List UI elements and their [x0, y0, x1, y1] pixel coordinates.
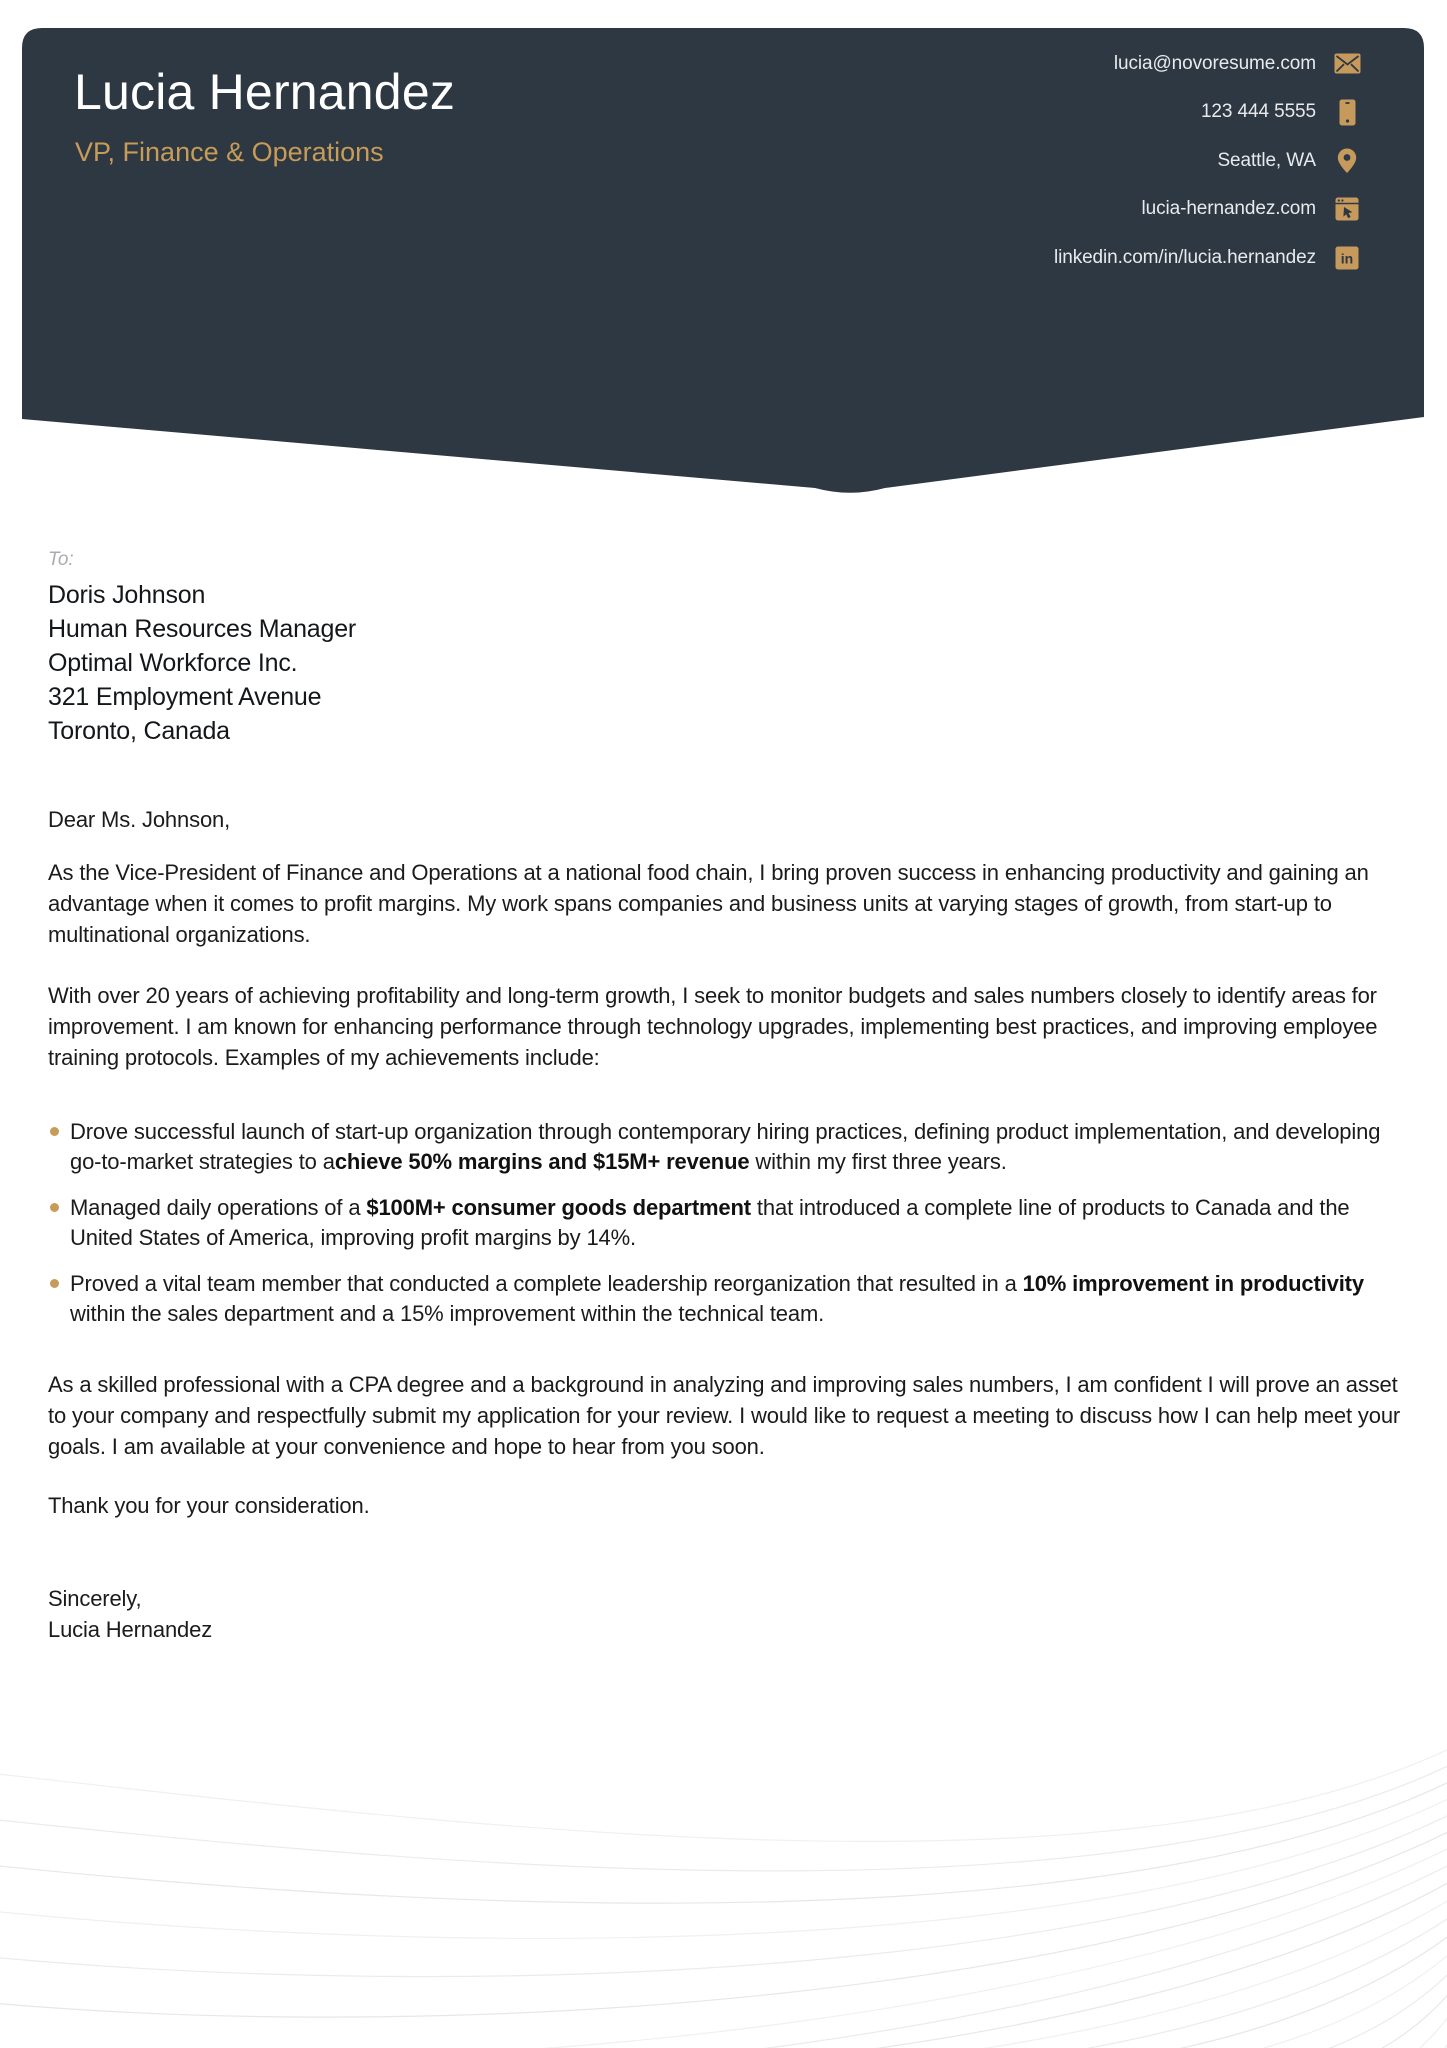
svg-text:in: in: [1340, 250, 1354, 266]
contact-label: lucia@novoresume.com: [1113, 52, 1316, 74]
contact-label: lucia-hernandez.com: [1141, 198, 1316, 219]
paragraph: Thank you for your consideration.: [48, 1493, 370, 1518]
closing-paragraphs: [48, 1369, 1401, 1521]
contact-label: 123 444 5555: [1200, 101, 1316, 122]
body-paragraphs: [48, 857, 1401, 1073]
signoff-line: Lucia Hernandez: [48, 1617, 213, 1642]
paragraph: As a skilled professional with a CPA degree and a background in analyzing and improving sales numbers, I am confident I will prove an asset to your company and respectfully submit my application for your review. I would like to request a meeting to discuss how I can help meet your goals. I am available at your convenience and hope to hear from you soon.: [48, 1372, 1401, 1459]
signoff-line: Sincerely,: [48, 1586, 142, 1611]
recipient-line: Optimal Workforce Inc.: [48, 649, 298, 677]
wave-decoration: [0, 1740, 1447, 2048]
job-title: VP, Finance & Operations: [75, 137, 384, 167]
contact-label: Seattle, WA: [1217, 149, 1316, 171]
achievement-item: Proved a vital team member that conducted a complete leadership reorganization that resulted in a 10% improvement in productivity within the sales department and a 15% improvement within the technical team.: [48, 1269, 1401, 1329]
contact-label: linkedin.com/in/lucia.hernandez: [1053, 246, 1316, 268]
recipient-line: Doris Johnson: [48, 581, 206, 609]
achievement-item: Drove successful launch of start-up organization through contemporary hiring practices, defining product implementation, and developing go-to-market strategies to achieve 50% margins and $15M+ revenue within my first three years.: [48, 1117, 1401, 1177]
paragraph: As the Vice-President of Finance and Operations at a national food chain, I bring proven success in enhancing productivity and gaining an advantage when it comes to profit margins. My work spans companies and business units at varying stages of growth, from start-up to multinational organizations.: [48, 860, 1369, 947]
recipient-line: Human Resources Manager: [48, 615, 357, 643]
paragraph: With over 20 years of achieving profitability and long-term growth, I seek to monitor budgets and sales numbers closely to identify areas for improvement. I am known for enhancing performance through technology upgrades, implementing best practices, and improving employee training protocols. Examples of my achievements include:: [48, 983, 1378, 1070]
recipient-block: [48, 578, 1401, 748]
recipient-line: 321 Employment Avenue: [48, 683, 322, 711]
recipient-line: Toronto, Canada: [48, 717, 230, 745]
achievement-item: Managed daily operations of a $100M+ consumer goods department that introduced a complete line of products to Canada and the United States of America, improving profit margins by 14%.: [48, 1193, 1401, 1253]
candidate-name: Lucia Hernandez: [74, 64, 456, 120]
achievements-list: [48, 1117, 1401, 1329]
to-label: To:: [48, 549, 74, 570]
salutation: Dear Ms. Johnson,: [48, 807, 231, 832]
signoff: [48, 1583, 1401, 1645]
